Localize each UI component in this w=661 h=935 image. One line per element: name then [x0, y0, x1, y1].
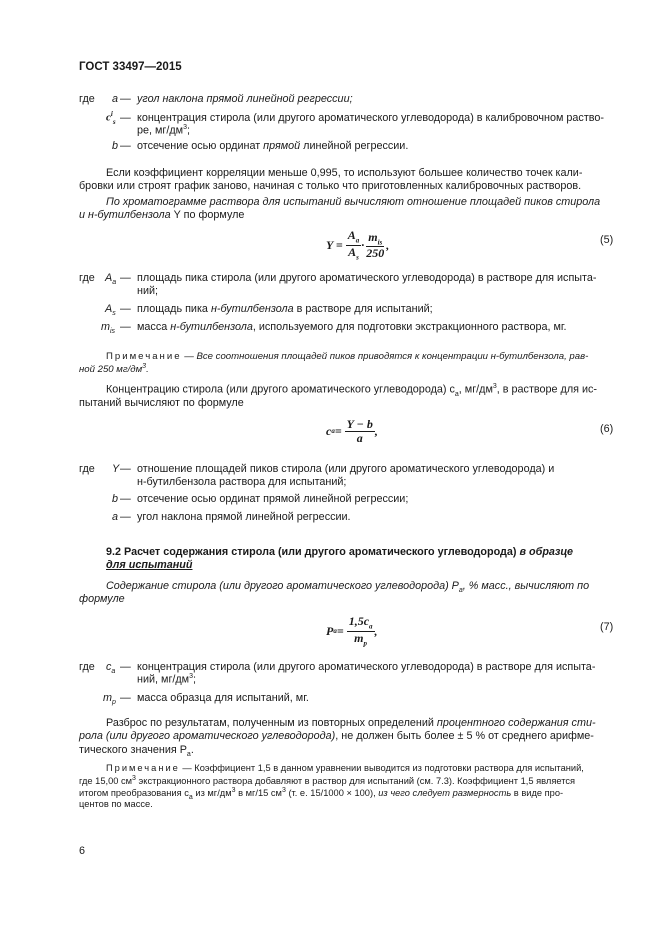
formula-7-number: (7)	[600, 621, 614, 633]
definition-Y-line1: отношение площадей пиков стирола (или другого ароматического углеводорода) и	[137, 463, 555, 475]
formula-6-number: (6)	[600, 423, 614, 435]
symbol-a: a	[112, 511, 119, 523]
formula-5-number: (5)	[600, 234, 614, 246]
note-2-line1: Примечание — Коэффициент 1,5 в данном уравнении выводится из подготовки раствора для испытаний,	[106, 763, 584, 773]
symbol-b: b	[112, 140, 119, 152]
where-label: где	[79, 661, 95, 673]
dash: —	[120, 93, 131, 105]
dash: —	[120, 463, 131, 475]
formula-5: Y = $\frac{A_a}{A_s}$ · $\frac{m_{is}}{250}$ ,	[326, 228, 390, 262]
dash: —	[120, 272, 131, 284]
symbol-b: b	[112, 493, 119, 505]
definition-cs-line2: ре, $мг/дм^3$;	[137, 124, 190, 137]
section-9-2-title-line2: для испытаний	[106, 559, 193, 571]
note-2-line3: итогом преобразования $c_a$ из $мг/дм^3$ в мг/15 $см^3$ (т. е. 15/1000 × 100), из чего следует размерность в виде про-	[79, 787, 564, 801]
symbol-mp: $m_p$	[103, 692, 116, 707]
dash: —	[120, 112, 131, 124]
dash: —	[120, 493, 131, 505]
where-label: где	[79, 93, 95, 105]
definition-As: площадь пика н-бутилбензола в растворе для испытаний;	[137, 303, 433, 315]
symbol-Y: Y	[112, 463, 120, 475]
paragraph-5-line1: Разброс по результатам, полученным из повторных определений процентного содержания сти-	[106, 717, 596, 729]
paragraph-5-line2: рола (или другого ароматического углеводорода), не должен быть более ± 5 % от среднего арифме-	[79, 730, 594, 742]
page-number: 6	[79, 845, 86, 857]
symbol-ca: $c_a$	[106, 661, 116, 676]
paragraph-4-line2: формуле	[79, 593, 125, 605]
definition-Y-line2: н-бутилбензола раствора для испытаний;	[137, 476, 347, 488]
where-label: где	[79, 463, 95, 475]
symbol-mis: $m_{is}$	[101, 321, 116, 336]
definition-mp: масса образца для испытаний, мг.	[137, 692, 309, 704]
paragraph-2-line1: По хроматограмме раствора для испытаний вычисляют отношение площадей пиков стирола	[106, 196, 601, 208]
paragraph-1-line1: Если коэффициент корреляции меньше 0,995, то используют большее количество точек кали-	[106, 167, 583, 179]
paragraph-4-line1: Содержание стирола (или другого ароматического углеводорода) $P_a$, % масс., вычисляют по	[106, 580, 590, 595]
dash: —	[120, 692, 131, 704]
paragraph-3-line2: пытаний вычисляют по формуле	[79, 397, 244, 409]
dash: —	[120, 511, 131, 523]
note-2-line4: центов по массе.	[79, 799, 153, 809]
note-1-line2: ной 250 $мг/дм^3$.	[79, 363, 149, 376]
standard-header: ГОСТ 33497—2015	[79, 61, 182, 73]
definition-b: отсечение осью ординат прямой линейной регрессии;	[137, 493, 409, 505]
dash: —	[120, 140, 131, 152]
symbol-a: a	[112, 93, 119, 105]
formula-7: P a = $\frac{1,5c_a}{m_p}$ ,	[326, 614, 378, 648]
dash: —	[120, 661, 131, 673]
paragraph-2-line2: и н-бутилбензола Y по формуле	[79, 209, 245, 221]
definition-Aa-line1: площадь пика стирола (или другого ароматического углеводорода) в растворе для испыта-	[137, 272, 597, 284]
definition-a: угол наклона прямой линейной регрессии;	[137, 93, 353, 105]
definition-ca-line2: ний, $мг/дм^3$;	[137, 673, 197, 686]
symbol-As: $A_s$	[105, 303, 116, 318]
paragraph-3-line1: Концентрацию стирола (или другого ароматического углеводорода) $c_a$, $мг/дм^3$, в растворе для ис-	[106, 383, 597, 398]
definition-cs-line1: концентрация стирола (или другого ароматического углеводорода) в калибровочном раство-	[137, 112, 604, 124]
dash: —	[120, 321, 131, 333]
note-2-line2: где 15,00 $см^3$ экстракционного раствора добавляют в раствор для испытаний (см. 7.3). Коэффициент 1,5 является	[79, 775, 576, 787]
note-1-line1: Примечание — Все соотношения площадей пиков приводятся к концентрации н-бутилбензола, рав-	[106, 351, 589, 362]
definition-a: угол наклона прямой линейной регрессии.	[137, 511, 351, 523]
formula-6: c a = $\frac{Y - b}{a}$ ,	[326, 417, 378, 445]
section-9-2-title-line1: 9.2 Расчет содержания стирола (или другого ароматического углеводорода) в образце	[106, 546, 573, 558]
definition-mis: масса н-бутилбензола, используемого для подготовки экстракционного раствора, мг.	[137, 321, 567, 333]
dash: —	[120, 303, 131, 315]
paragraph-1-line2: бровки или строят график заново, начиная с только что приготовленных калибровочных растворов.	[79, 180, 582, 192]
symbol-cs: $c^i_s$	[106, 110, 116, 126]
where-label: где	[79, 272, 95, 284]
symbol-Aa: $A_a$	[105, 272, 117, 287]
definition-Aa-line2: ний;	[137, 285, 159, 297]
paragraph-5-line3: тического значения $P_a$.	[79, 744, 194, 759]
definition-ca-line1: концентрация стирола (или другого ароматического углеводорода) в растворе для испыта-	[137, 661, 596, 673]
definition-b: отсечение осью ординат прямой линейной регрессии.	[137, 140, 409, 152]
